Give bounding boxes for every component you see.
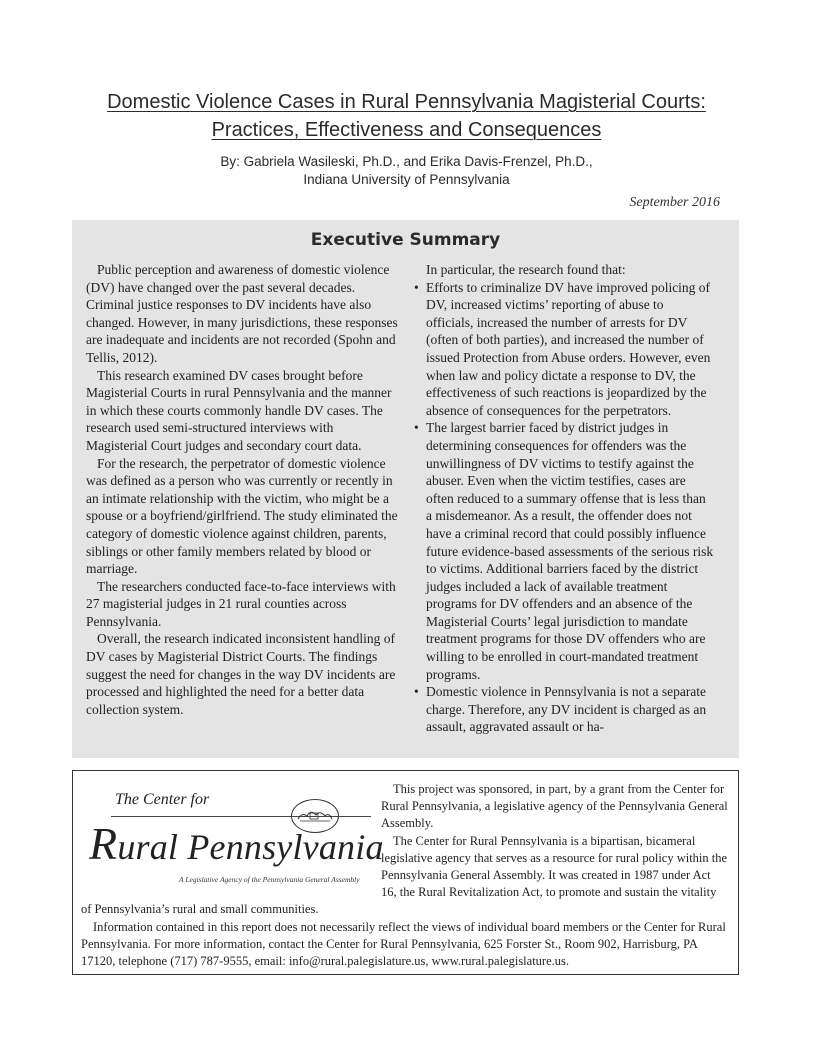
author-byline [60, 153, 753, 189]
summary-paragraph: Overall, the research indicated inconsistent handling of DV cases by Magisterial District Courts. The findings suggest the need for changes in the way DV incidents are processed and highlighted the need for a better data collection system. [86, 631, 396, 717]
bullet-icon: • [414, 279, 419, 295]
findings-list [414, 279, 714, 736]
logo-for-text: The Center for [115, 791, 210, 808]
executive-summary-heading: Executive Summary [310, 230, 501, 250]
logo-initial: R [89, 818, 118, 869]
finding-text: Efforts to criminalize DV have improved policing of DV, increased victims’ reporting of abuse to officials, increased the number of arrests for DV (often of both parties), and increased the number of issued Protection from Abuse orders. However, even when law and policy dictate a response to DV, the effectiveness of such reactions is jeopardized by the absence of consequences for the perpetrators. [426, 279, 711, 418]
byline-authors: By: Gabriela Wasileski, Ph.D., and Erika Davis-Frenzel, Ph.D., [220, 154, 593, 169]
finding-item [414, 419, 714, 683]
summary-left-column [86, 261, 398, 718]
sponsor-info-box [72, 770, 739, 975]
publication-date: September 2016 [629, 195, 720, 210]
logo-tagline: A Legislative Agency of the Pennsylvania General Assembly [179, 875, 360, 884]
summary-paragraph: For the research, the perpetrator of domestic violence was defined as a person who was currently or recently in an intimate relationship with the victim, who might be a spouse or a boyfriend/girlfriend. The study eliminated the category of domestic violence against children, parents, siblings or other family members related by blood or marriage. [86, 455, 398, 577]
sponsor-text [81, 781, 729, 970]
bullet-icon: • [414, 684, 419, 700]
title-line-1: Domestic Violence Cases in Rural Pennsylvania Magisterial Courts: [107, 91, 706, 113]
byline-affiliation: Indiana University of Pennsylvania [303, 172, 510, 187]
sponsor-paragraph: This project was sponsored, in part, by a grant from the Center for Rural Pennsylvania, a legislative agency of the Pennsylvania General Assembly. [381, 782, 728, 831]
finding-item [414, 279, 714, 420]
logo-name: ural Pennsylvania [117, 827, 384, 867]
summary-paragraph: The researchers conducted face-to-face interviews with 27 magisterial judges in 21 rural counties across Pennsylvania. [86, 578, 396, 629]
bullet-icon: • [414, 420, 419, 436]
summary-paragraph: Public perception and awareness of domestic violence (DV) have changed over the past several decades. Criminal justice responses to DV incidents have also changed. However, in many jurisdictions, these responses are inadequate and incidents are not recorded (Spohn and Tellis, 2012). [86, 262, 398, 365]
findings-intro: In particular, the research found that: [426, 262, 626, 277]
title-line-2: Practices, Effectiveness and Consequences [211, 119, 602, 141]
sponsor-paragraph: The Center for Rural Pennsylvania is a bipartisan, bicameral legislative agency that serves as a resource for rural policy within the Pennsylvania General Assembly. It was created in 1987 under Act 16, the Rural Revitalization Act, to promote and sustain the vitality of Pennsylvania’s rural and small communities. [81, 833, 728, 917]
disclaimer-paragraph: Information contained in this report does not necessarily reflect the views of individual board members or the Center for Rural Pennsylvania. For more information, contact the Center for Rural Pennsylvania, 625 Forster St., Room 902, Harrisburg, PA 17120, telephone (717) 787-9555, email: info@rural.palegislature.us, www.rural.palegislature.us. [81, 919, 726, 969]
finding-item [414, 683, 714, 736]
finding-text: Domestic violence in Pennsylvania is not a separate charge. Therefore, any DV incident is charged as an assault, aggravated assault or ha- [426, 684, 707, 735]
summary-paragraph: This research examined DV cases brought before Magisterial Courts in rural Pennsylvania and the manner in which these courts commonly handle DV cases. The research used semi-structured interviews with Magisterial Court judges and secondary court data. [86, 367, 392, 453]
executive-summary-box [72, 220, 739, 758]
report-title [60, 88, 753, 144]
summary-right-column [414, 261, 714, 736]
finding-text: The largest barrier faced by district judges in determining consequences for offenders was the unwillingness of DV victims to testify against the abuser. Even when the victim testifies, cases are often reduced to a summary offense that is less than a misdemeanor. As a result, the offender does not have a criminal record that could possibly influence future evidence-based assessments of the serious risk to victims. Additional barriers faced by the district judges included a lack of available treatment programs for DV offenders and an absence of the Magisterial Courts’ legal jurisdiction to mandate treatment programs for those DV offenders who are willing to be enrolled in court-mandated treatment programs. [426, 420, 714, 682]
